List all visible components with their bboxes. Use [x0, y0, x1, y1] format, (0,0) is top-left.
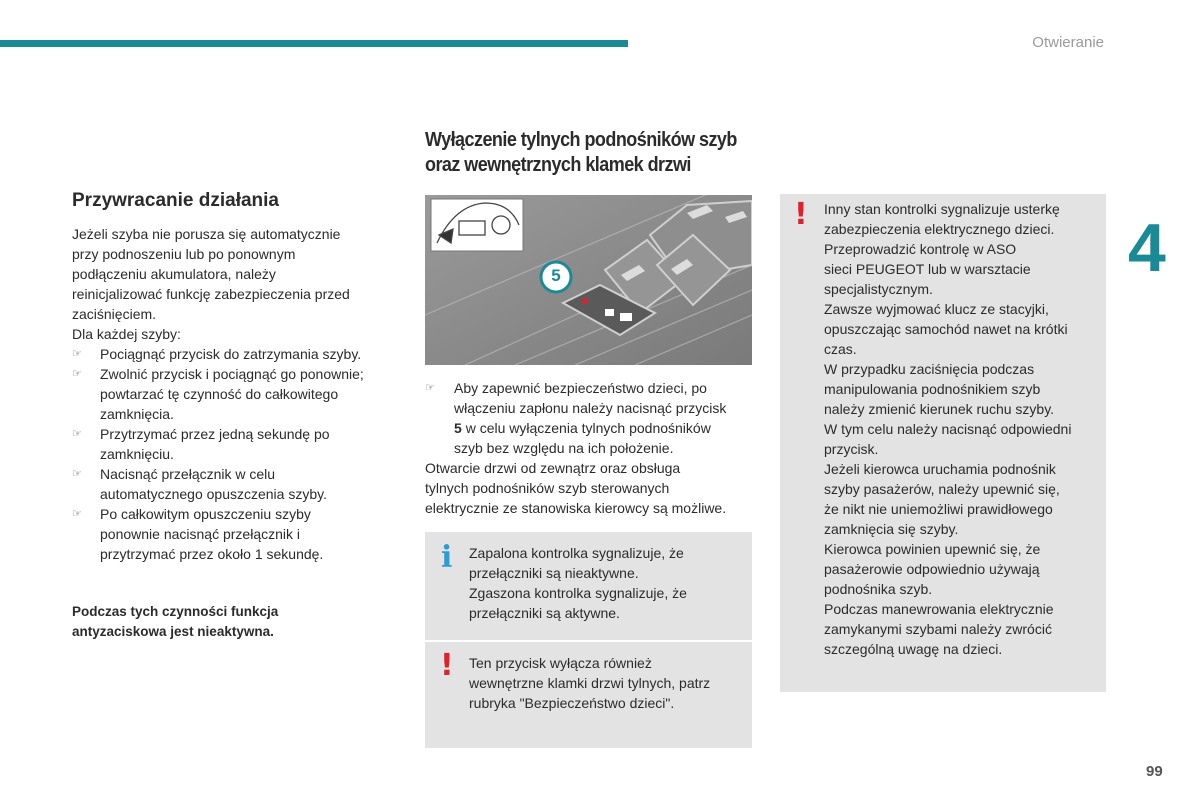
restore-title: Przywracanie działania	[72, 190, 279, 211]
list-item	[72, 364, 412, 424]
chapter-number: 4	[1128, 210, 1166, 286]
warning-text	[824, 199, 1104, 659]
exclamation-icon: !	[440, 648, 454, 683]
text-fragment: w celu wyłączenia tylnych podnośników	[465, 420, 711, 436]
text-line: reinicjalizować funkcję zabezpieczenia przed	[72, 286, 350, 302]
text-line: Pociągnąć przycisk do zatrzymania szyby.	[100, 346, 362, 362]
warning-text	[469, 653, 749, 713]
text-line: manipulowania podnośnikiem szyb	[824, 381, 1041, 397]
list-item	[72, 424, 412, 464]
warning-box	[425, 642, 752, 748]
text-line: przełączniki są nieaktywne.	[469, 565, 639, 581]
text-line: pasażerowie odpowiednio używają	[824, 561, 1040, 577]
disable-body	[425, 378, 755, 518]
text-line: włączeniu zapłonu należy nacisnąć przycisk	[454, 400, 727, 416]
text-line	[454, 418, 755, 438]
page-number: 99	[1146, 763, 1163, 780]
text-line: Nacisnąć przełącznik w celu	[100, 466, 276, 482]
pointing-hand-icon: ☞	[72, 468, 82, 480]
text-line: powtarzać tę czynność do całkowitego	[100, 386, 339, 402]
restore-section	[72, 190, 412, 642]
text-line: podłączeniu akumulatora, należy	[72, 266, 276, 282]
list-item	[72, 344, 412, 364]
text-line: szczególną uwagę na dzieci.	[824, 641, 1003, 657]
text-line: zamykanymi szybami należy zwrócić	[824, 621, 1052, 637]
disable-section-heading	[425, 128, 753, 178]
callout-number-5: 5	[551, 266, 561, 285]
text-line: W przypadku zaciśnięcia podczas	[824, 361, 1035, 377]
door-switch-illustration	[425, 195, 752, 365]
text-line: Zgaszona kontrolka sygnalizuje, że	[469, 585, 687, 601]
text-line: Przytrzymać przez jedną sekundę po	[100, 426, 330, 442]
text-line: podnośnika szyb.	[824, 581, 933, 597]
text-line: automatycznego opuszczenia szyby.	[100, 486, 327, 502]
text-line: ponownie nacisnąć przełącznik i	[100, 526, 300, 542]
pointing-hand-icon: ☞	[425, 382, 435, 394]
text-line: Wyłączenie tylnych podnośników szyb	[425, 129, 737, 151]
header-accent-bar	[0, 40, 628, 47]
text-line: Zwolnić przycisk i pociągnąć go ponownie;	[100, 366, 364, 382]
text-line: szyb bez względu na ich położenie.	[454, 440, 674, 456]
exclamation-icon: !	[794, 197, 808, 232]
door-panel-drawing	[425, 195, 752, 365]
section-title: Otwieranie	[1032, 34, 1104, 51]
text-line: Aby zapewnić bezpieczeństwo dzieci, po	[454, 380, 707, 396]
text-line: szyby pasażerów, należy upewnić się,	[824, 481, 1060, 497]
pointing-hand-icon: ☞	[72, 368, 82, 380]
info-icon: i	[441, 540, 453, 575]
text-line: przy podnoszeniu lub po ponownym	[72, 246, 296, 262]
warning-box-large	[780, 194, 1106, 692]
text-line: należy zmienić kierunek ruchu szyby.	[824, 401, 1055, 417]
text-line: elektrycznie ze stanowiska kierowcy są możliwe.	[425, 500, 727, 516]
text-line: Po całkowitym opuszczeniu szyby	[100, 506, 311, 522]
disable-bullets	[425, 378, 755, 458]
text-line: Zapalona kontrolka sygnalizuje, że	[469, 545, 684, 561]
text-line: sieci PEUGEOT lub w warsztacie	[824, 261, 1031, 277]
text-line: Podczas manewrowania elektrycznie	[824, 601, 1054, 617]
text-line: opuszczając samochód nawet na krótki	[824, 321, 1068, 337]
text-line: antyzaciskowa jest nieaktywna.	[72, 624, 274, 639]
disable-title	[425, 128, 754, 178]
info-box	[425, 532, 752, 640]
text-line: Kierowca powinien upewnić się, że	[824, 541, 1041, 557]
text-line: przytrzymać przez około 1 sekundę.	[100, 546, 324, 562]
text-line: Ten przycisk wyłącza również	[469, 655, 652, 671]
text-line: Inny stan kontrolki sygnalizuje usterkę	[824, 201, 1060, 217]
text-line: Przeprowadzić kontrolę w ASO	[824, 241, 1017, 257]
text-line: specjalistycznym.	[824, 281, 933, 297]
restore-steps	[72, 344, 412, 564]
text-line: tylnych podnośników szyb sterowanych	[425, 480, 670, 496]
text-line: wewnętrzne klamki drzwi tylnych, patrz	[469, 675, 711, 691]
text-line: W tym celu należy nacisnąć odpowiedni	[824, 421, 1072, 437]
info-text	[469, 543, 749, 623]
text-line: zamknięciu.	[100, 446, 174, 462]
list-item	[72, 464, 412, 504]
text-line: rubryka "Bezpieczeństwo dzieci".	[469, 695, 675, 711]
text-line: że nikt nie uniemożliwi prawidłowego	[824, 501, 1053, 517]
pointing-hand-icon: ☞	[72, 348, 82, 360]
text-line: zaciśnięciem.	[72, 306, 157, 322]
pointing-hand-icon: ☞	[72, 428, 82, 440]
text-line: Dla każdej szyby:	[72, 326, 181, 342]
text-line: zamknięcia się szyby.	[824, 521, 959, 537]
list-item	[72, 504, 412, 564]
text-line: zabezpieczenia elektrycznego dzieci.	[824, 221, 1055, 237]
text-line: zamknięcia.	[100, 406, 174, 422]
text-line: Otwarcie drzwi od zewnątrz oraz obsługa	[425, 460, 681, 476]
restore-warning	[72, 602, 412, 642]
pointing-hand-icon: ☞	[72, 508, 82, 520]
text-line: Jeżeli kierowca uruchamia podnośnik	[824, 461, 1056, 477]
text-line: oraz wewnętrznych klamek drzwi	[425, 154, 691, 176]
text-line: Zawsze wyjmować klucz ze stacyjki,	[824, 301, 1049, 317]
text-line: Podczas tych czynności funkcja	[72, 604, 279, 619]
button-reference: 5	[454, 420, 462, 436]
restore-intro	[72, 224, 412, 344]
text-line: czas.	[824, 341, 857, 357]
text-line: przycisk.	[824, 441, 879, 457]
text-line: przełączniki są aktywne.	[469, 605, 620, 621]
text-line: Jeżeli szyba nie porusza się automatycznie	[72, 226, 341, 242]
list-item	[425, 378, 755, 458]
